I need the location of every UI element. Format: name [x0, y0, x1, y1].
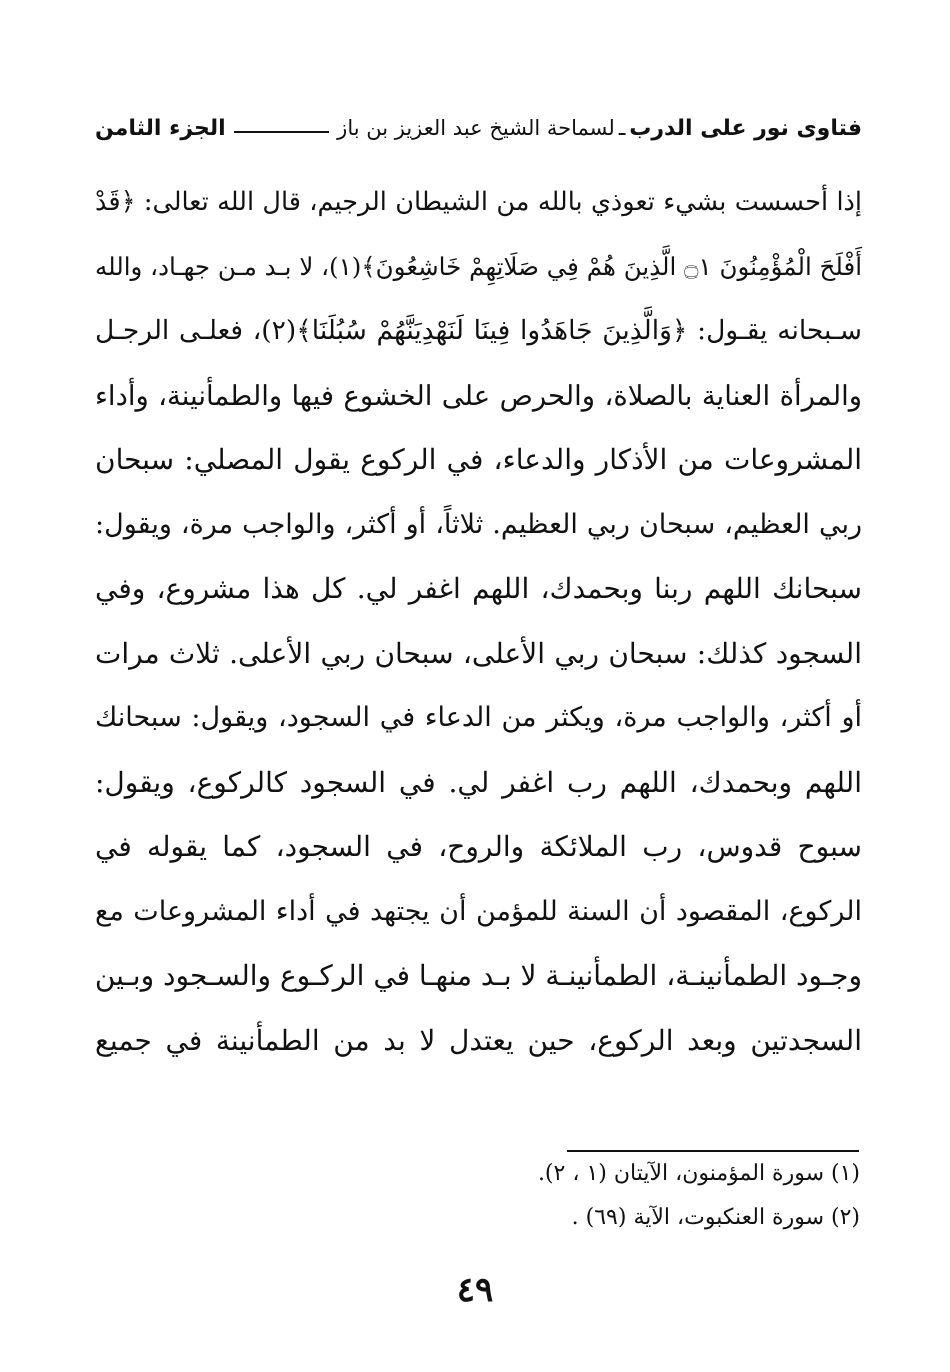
body-line: سبوح قدوس، رب الملائكة والروح، في السجود، كما يقوله في — [95, 830, 862, 863]
body-line: السجدتين وبعد الركوع، حين يعتدل لا بد من الطمأنينة في جميع — [95, 1023, 862, 1057]
volume-label: الجزء الثامن — [95, 115, 226, 141]
book-title: فتاوى نور على الدرب — [629, 115, 862, 141]
body-line: وجـود الطمأنينـة، الطمأنينـة لا بـد منهـا في الركـوع والسـجود وبـين — [94, 959, 862, 992]
body-line: سـبحانه يقـول: ﴿وَالَّذِينَ جَاهَدُوا فِينَا لَنَهْدِيَنَّهُمْ سُبُلَنَا﴾(٢)، فعلـى الرجـل — [95, 315, 862, 346]
footnote: (١) سورة المؤمنون، الآيتان (١ ، ٢). — [537, 1161, 860, 1186]
body-text — [95, 170, 862, 1073]
body-line: الركوع، المقصود أن السنة للمؤمن أن يجتهد في أداء المشروعات مع — [95, 895, 862, 927]
body-line: سبحانك اللهم ربنا وبحمدك، اللهم اغفر لي. كل هذا مشروع، وفي — [95, 572, 862, 605]
body-line: والمرأة العناية بالصلاة، والحرص على الخشوع فيها والطمأنينة، وأداء — [95, 379, 862, 412]
body-line: السجود كذلك: سبحان ربي الأعلى، سبحان ربي الأعلى. ثلاث مرات — [95, 636, 862, 670]
page-number: ٤٩ — [456, 1270, 494, 1310]
header-rule — [234, 131, 329, 133]
running-header — [95, 108, 862, 148]
body-line: إذا أحسست بشيء تعوذي بالله من الشيطان الرجيم، قال الله تعالى: ﴿قَدْ — [95, 187, 862, 217]
body-line: ربي العظيم، سبحان ربي العظيم. ثلاثاً، أو أكثر، والواجب مرة، ويقول: — [95, 508, 862, 540]
footnotes — [380, 1152, 860, 1240]
body-line: أو أكثر، والواجب مرة، ويكثر من الدعاء في السجود، ويقول: سبحانك — [95, 702, 862, 733]
book-author: لسماحة الشيخ عبد العزيز بن باز — [337, 116, 615, 140]
footnote: (٢) سورة العنكبوت، الآية (٦٩) . — [571, 1205, 860, 1230]
body-line: المشروعات من الأذكار والدعاء، في الركوع يقول المصلي: سبحان — [95, 443, 862, 476]
body-line: أَفْلَحَ الْمُؤْمِنُونَ ۝١ الَّذِينَ هُمْ فِي صَلَاتِهِمْ خَاشِعُونَ﴾(١)، لا بـد مـن جهـاد، والله — [95, 251, 863, 281]
header-separator: ـ — [618, 115, 626, 141]
body-line: اللهم وبحمدك، اللهم رب اغفر لي. في السجود كالركوع، ويقول: — [95, 765, 862, 799]
